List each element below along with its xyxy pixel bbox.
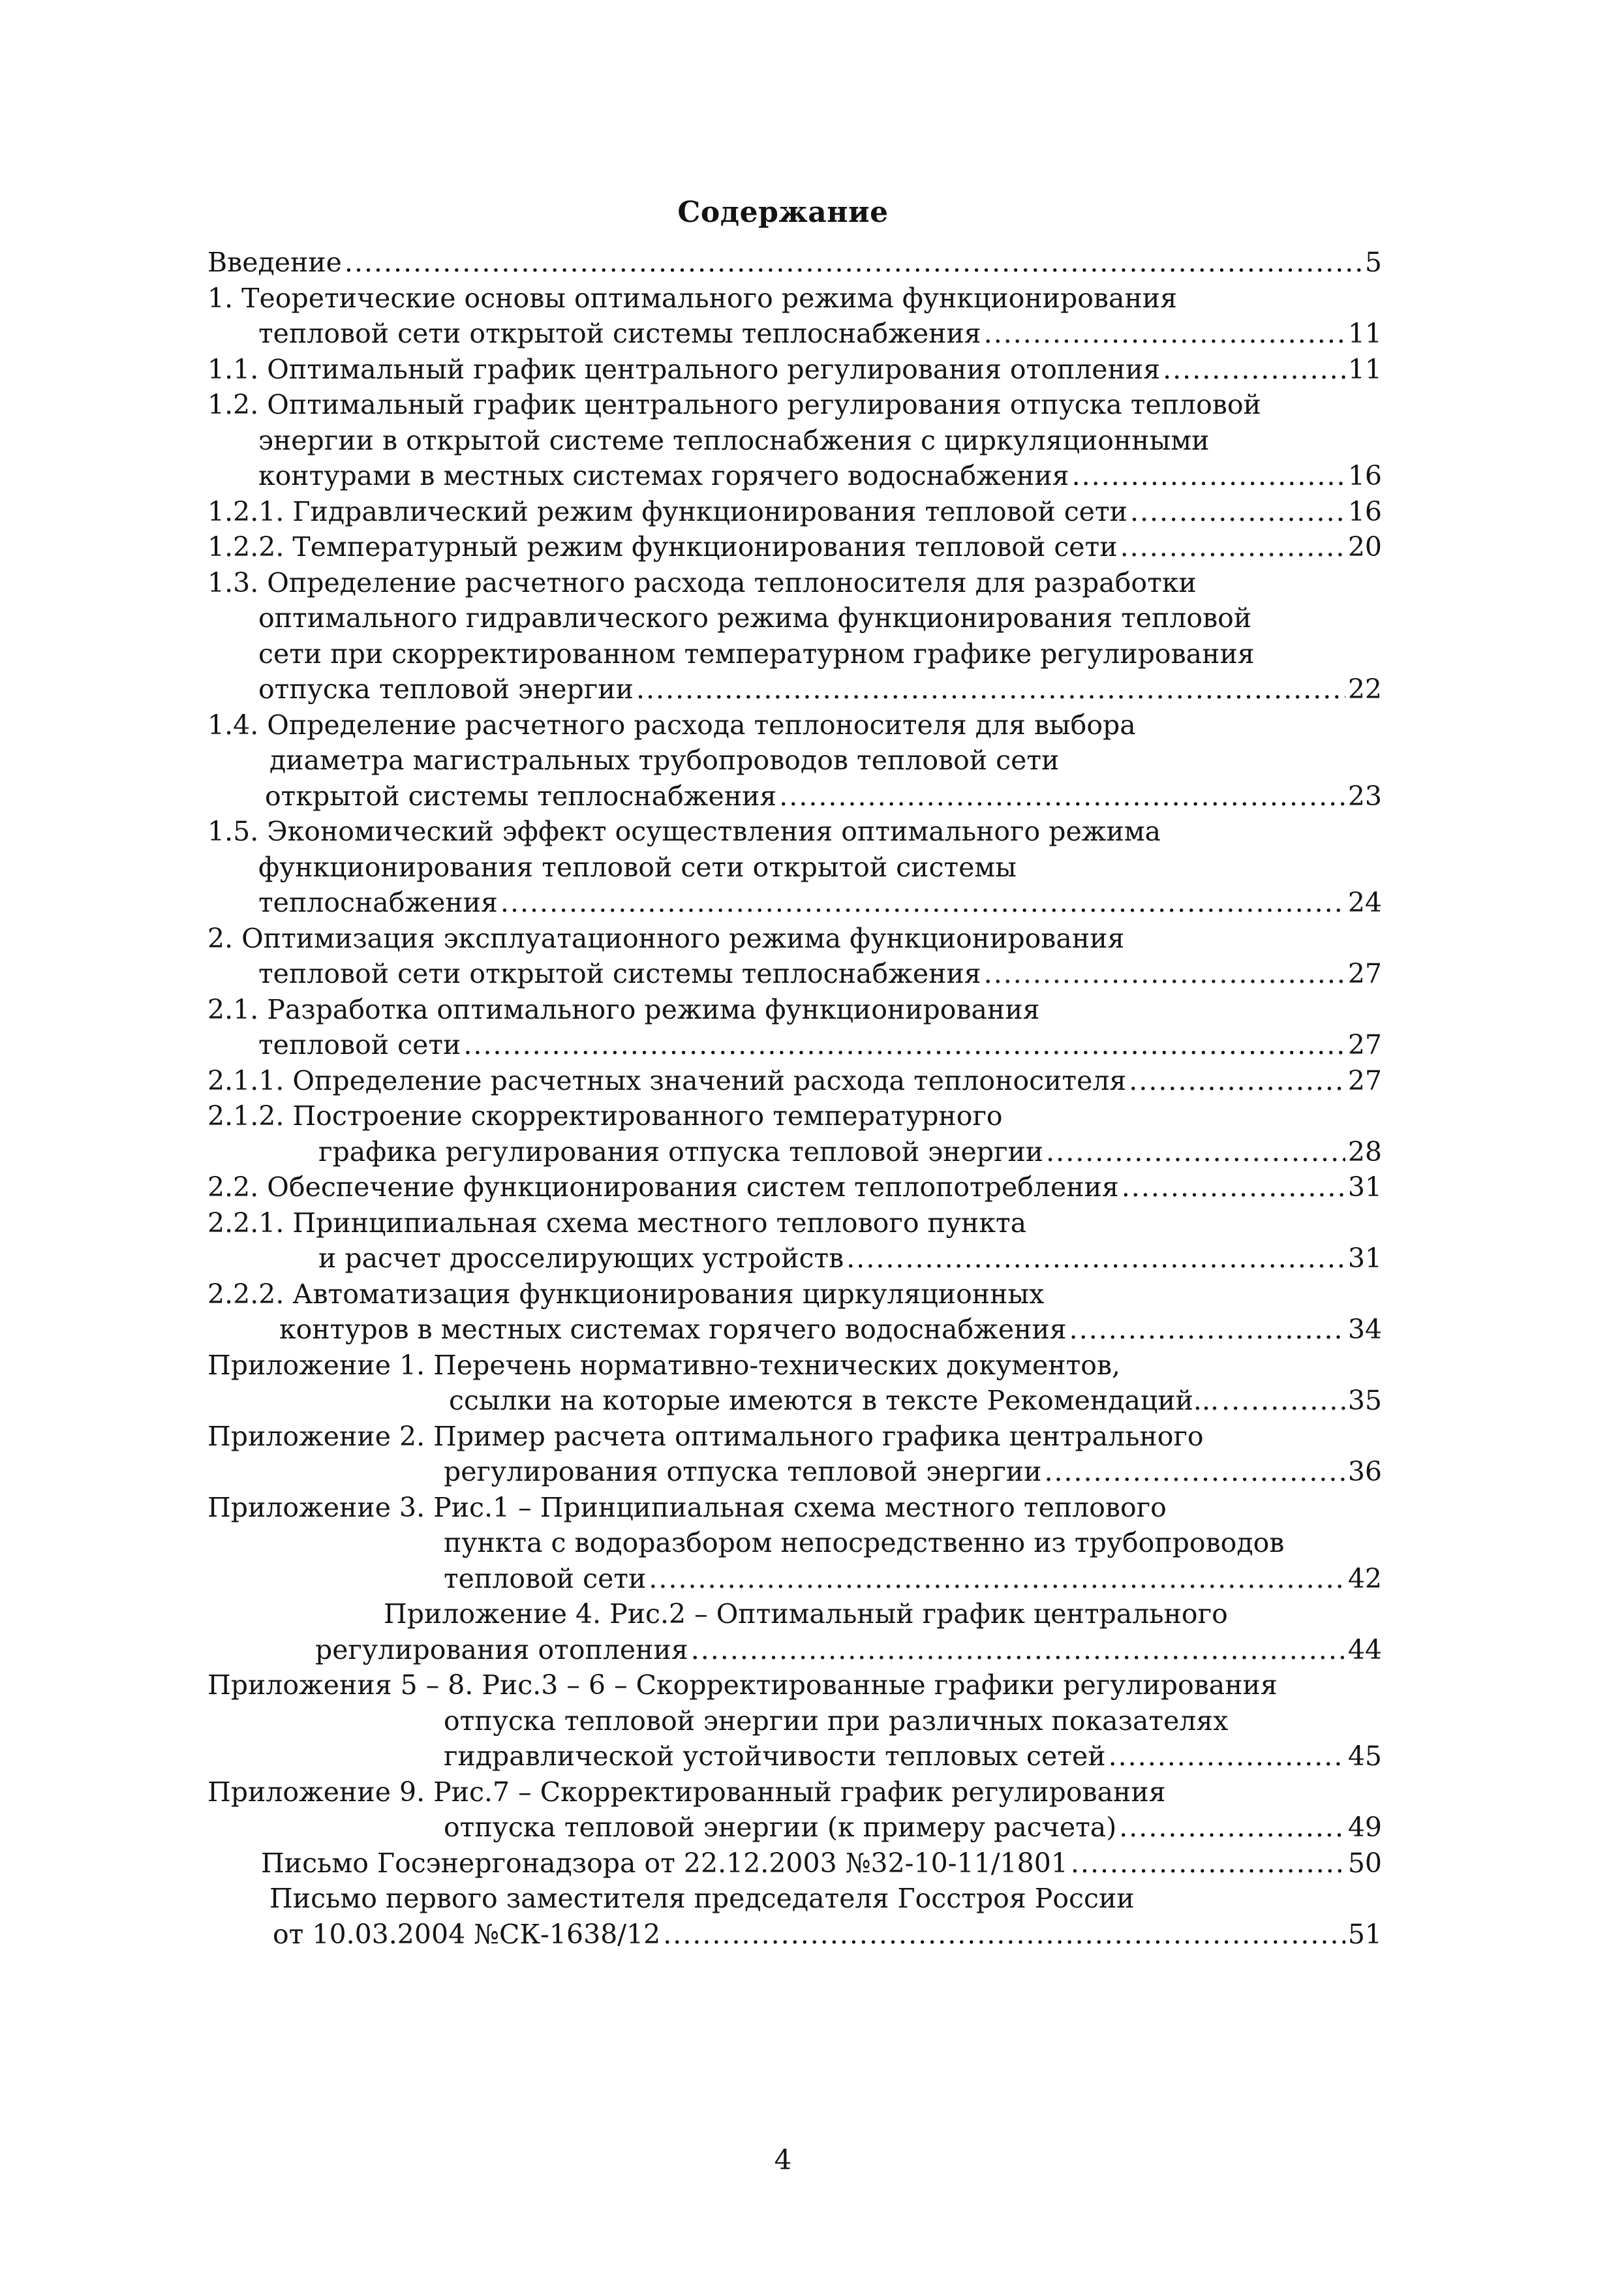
toc-entry-text: 2. Оптимизация эксплуатационного режима функционирования [207,922,1125,954]
toc-entry [207,600,1382,636]
dot-leader [1130,494,1345,530]
toc-entry-text: функционирования тепловой сети открытой системы [258,851,1017,883]
toc-entry [207,743,1382,779]
dot-leader [984,956,1345,992]
dot-leader [691,1632,1345,1668]
toc-entry-page: 27 [1347,1029,1382,1060]
toc-entry [207,814,1382,850]
toc-entry [207,1276,1382,1312]
toc-entry-page: 31 [1347,1171,1382,1203]
toc-entry [207,956,1382,992]
toc-entry-page: 35 [1347,1385,1382,1416]
toc-entry [207,352,1382,388]
toc-entry [207,387,1382,423]
toc-entry [207,281,1382,317]
toc-entry [207,779,1382,814]
dot-leader [846,1241,1345,1276]
toc-entry-text: 1.2. Оптимальный график центрального регулирования отпуска тепловой [207,389,1261,420]
toc-entry-text: теплоснабжения [258,887,498,918]
toc-entry [207,1454,1382,1490]
page-title: Содержание [677,196,889,229]
toc-entry-page: 45 [1347,1740,1382,1772]
toc-entry-text: контуров в местных системах горячего водоснабжения [279,1314,1067,1345]
toc-entry-page: 16 [1347,495,1382,527]
dot-leader [1071,1846,1345,1881]
toc-entry [207,1596,1382,1632]
toc-entry [207,529,1382,565]
toc-entry-text: регулирования отпуска тепловой энергии [444,1456,1042,1487]
toc-entry-page: 11 [1347,318,1382,349]
dot-leader [1221,1383,1345,1419]
toc-entry-page: 20 [1347,531,1382,563]
toc-entry [207,1561,1382,1597]
toc-entry-text: Приложение 9. Рис.7 – Скорректированный график регулирования [207,1776,1166,1808]
toc-entry [207,494,1382,530]
dot-leader [463,1027,1345,1063]
toc-entry-text: Приложение 4. Рис.2 – Оптимальный график центрального [384,1598,1228,1630]
dot-leader [1069,1312,1345,1348]
toc-entry [207,1205,1382,1241]
toc-entry [207,1917,1382,1953]
toc-entry [207,1348,1382,1384]
toc-entry [207,1312,1382,1348]
toc-entry [207,423,1382,459]
dot-leader [984,316,1345,352]
toc-entry-page: 22 [1347,673,1382,705]
dot-leader [1129,1063,1345,1099]
dot-leader [1046,1134,1345,1170]
toc-entry-text: диаметра магистральных трубопроводов тепловой сети [269,745,1060,776]
toc-entry [207,1134,1382,1170]
toc-entry-page: 23 [1347,780,1382,812]
toc-entry-text: ссылки на которые имеются в тексте Рекомендаций... [449,1385,1219,1416]
toc-entry-page: 16 [1347,460,1382,491]
dot-leader [779,779,1345,814]
toc-entry [207,316,1382,352]
toc-entry-text: и расчет дросселирующих устройств [318,1243,844,1274]
toc-entry-text: энергии в открытой системе теплоснабжения с циркуляционными [258,424,1210,456]
toc-entry [207,1027,1382,1063]
toc-entry [207,636,1382,672]
toc-entry-page: 50 [1347,1847,1382,1879]
toc-entry-text: графика регулирования отпуска тепловой энергии [318,1136,1044,1167]
toc-entry-text: тепловой сети [258,1029,461,1060]
toc-entry [207,1098,1382,1134]
toc-entry-text: пункта с водоразбором непосредственно из трубопроводов [444,1527,1285,1558]
toc-entry-text: 2.2. Обеспечение функционирования систем теплопотребления [207,1171,1119,1203]
toc-entry [207,1490,1382,1526]
dot-leader [1109,1739,1345,1774]
toc-entry-page: 49 [1347,1812,1382,1843]
toc-entry-text: 2.2.2. Автоматизация функционирования циркуляционных [207,1278,1045,1310]
toc-entry-text: контурами в местных системах горячего водоснабжения [258,460,1069,491]
toc-entry [207,850,1382,886]
toc-entry [207,885,1382,921]
toc-entry [207,992,1382,1028]
toc-entry-text: 1.3. Определение расчетного расхода теплоносителя для разработки [207,566,1197,598]
dot-leader [636,672,1345,707]
toc-entry-text: 2.1.1. Определение расчетных значений расхода теплоносителя [207,1064,1127,1096]
toc-entry-text: Приложение 2. Пример расчета оптимального графика центрального [207,1420,1204,1452]
dot-leader [1163,352,1345,388]
toc-entry-text: гидравлической устойчивости тепловых сетей [444,1740,1106,1772]
table-of-contents [207,245,1382,1952]
toc-entry-text: тепловой сети открытой системы теплоснабжения [258,318,981,349]
toc-entry-page: 28 [1347,1136,1382,1167]
toc-entry-text: 1.1. Оптимальный график центрального регулирования отопления [207,353,1161,385]
toc-entry-text: 1.2.1. Гидравлический режим функционирования тепловой сети [207,495,1127,527]
toc-entry [207,1667,1382,1703]
toc-entry-text: Письмо первого заместителя председателя Госстроя России [269,1883,1135,1914]
toc-entry-text: 1.5. Экономический эффект осуществления оптимального режима [207,816,1161,847]
toc-entry [207,1419,1382,1455]
toc-entry-page: 27 [1347,958,1382,989]
toc-entry-page: 31 [1347,1243,1382,1274]
toc-entry [207,921,1382,957]
toc-entry-text: открытой системы теплоснабжения [265,780,777,812]
toc-entry-text: Приложение 1. Перечень нормативно-технических документов, [207,1349,1121,1381]
toc-entry-text: от 10.03.2004 №СК-1638/12 [273,1918,661,1950]
toc-entry [207,1881,1382,1917]
toc-entry-page: 51 [1347,1918,1382,1950]
toc-entry-text: отпуска тепловой энергии [258,673,634,705]
page-number: 4 [774,2144,792,2176]
toc-entry [207,1810,1382,1846]
toc-entry-text: тепловой сети [444,1562,647,1594]
toc-entry-text: 2.1. Разработка оптимального режима функционирования [207,993,1040,1025]
toc-entry-text: 1.2.2. Температурный режим функционирования тепловой сети [207,531,1118,563]
toc-entry-text: Введение [207,247,342,278]
toc-entry-page: 36 [1347,1456,1382,1487]
toc-entry [207,1774,1382,1810]
dot-leader [649,1561,1345,1597]
toc-entry-page: 34 [1347,1314,1382,1345]
toc-entry [207,1703,1382,1739]
toc-entry-text: регулирования отопления [315,1633,688,1665]
toc-entry-text: оптимального гидравлического режима функционирования тепловой [258,602,1252,634]
toc-entry-text: сети при скорректированном температурном графике регулирования [258,638,1255,670]
toc-entry-text: Письмо Госэнергонадзора от 22.12.2003 №32-10-11/1801 [261,1847,1068,1879]
dot-leader [1072,458,1345,494]
toc-entry [207,707,1382,743]
dot-leader [1120,529,1345,565]
toc-entry-page: 24 [1347,887,1382,918]
toc-entry [207,1632,1382,1668]
toc-entry [207,1846,1382,1881]
dot-leader [345,245,1362,281]
toc-entry-page: 11 [1347,353,1382,385]
toc-entry [207,245,1382,281]
toc-entry-text: 2.2.1. Принципиальная схема местного теплового пункта [207,1207,1027,1239]
toc-entry [207,1739,1382,1774]
toc-entry-page: 5 [1364,247,1382,278]
toc-entry-text: отпуска тепловой энергии при различных показателях [444,1705,1229,1737]
toc-entry [207,1169,1382,1205]
toc-entry-text: 1.4. Определение расчетного расхода теплоносителя для выбора [207,709,1136,741]
toc-entry-page: 44 [1347,1633,1382,1665]
toc-entry [207,565,1382,601]
toc-entry [207,672,1382,707]
dot-leader [500,885,1345,921]
dot-leader [1119,1810,1345,1846]
toc-entry [207,1241,1382,1276]
toc-entry-page: 27 [1347,1064,1382,1096]
toc-entry-text: Приложения 5 – 8. Рис.3 – 6 – Скорректированные графики регулирования [207,1669,1278,1701]
toc-entry [207,458,1382,494]
toc-entry-text: 1. Теоретические основы оптимального режима функционирования [207,282,1177,314]
toc-entry [207,1525,1382,1561]
dot-leader [663,1917,1345,1953]
toc-entry [207,1383,1382,1419]
toc-entry [207,1063,1382,1099]
toc-entry-page: 42 [1347,1562,1382,1594]
toc-entry-text: отпуска тепловой энергии (к примеру расчета) [444,1812,1117,1843]
toc-entry-text: Приложение 3. Рис.1 – Принципиальная схема местного теплового [207,1491,1167,1523]
dot-leader [1122,1169,1345,1205]
toc-entry-text: 2.1.2. Построение скорректированного температурного [207,1100,1003,1132]
dot-leader [1044,1454,1345,1490]
toc-entry-text: тепловой сети открытой системы теплоснабжения [258,958,981,989]
